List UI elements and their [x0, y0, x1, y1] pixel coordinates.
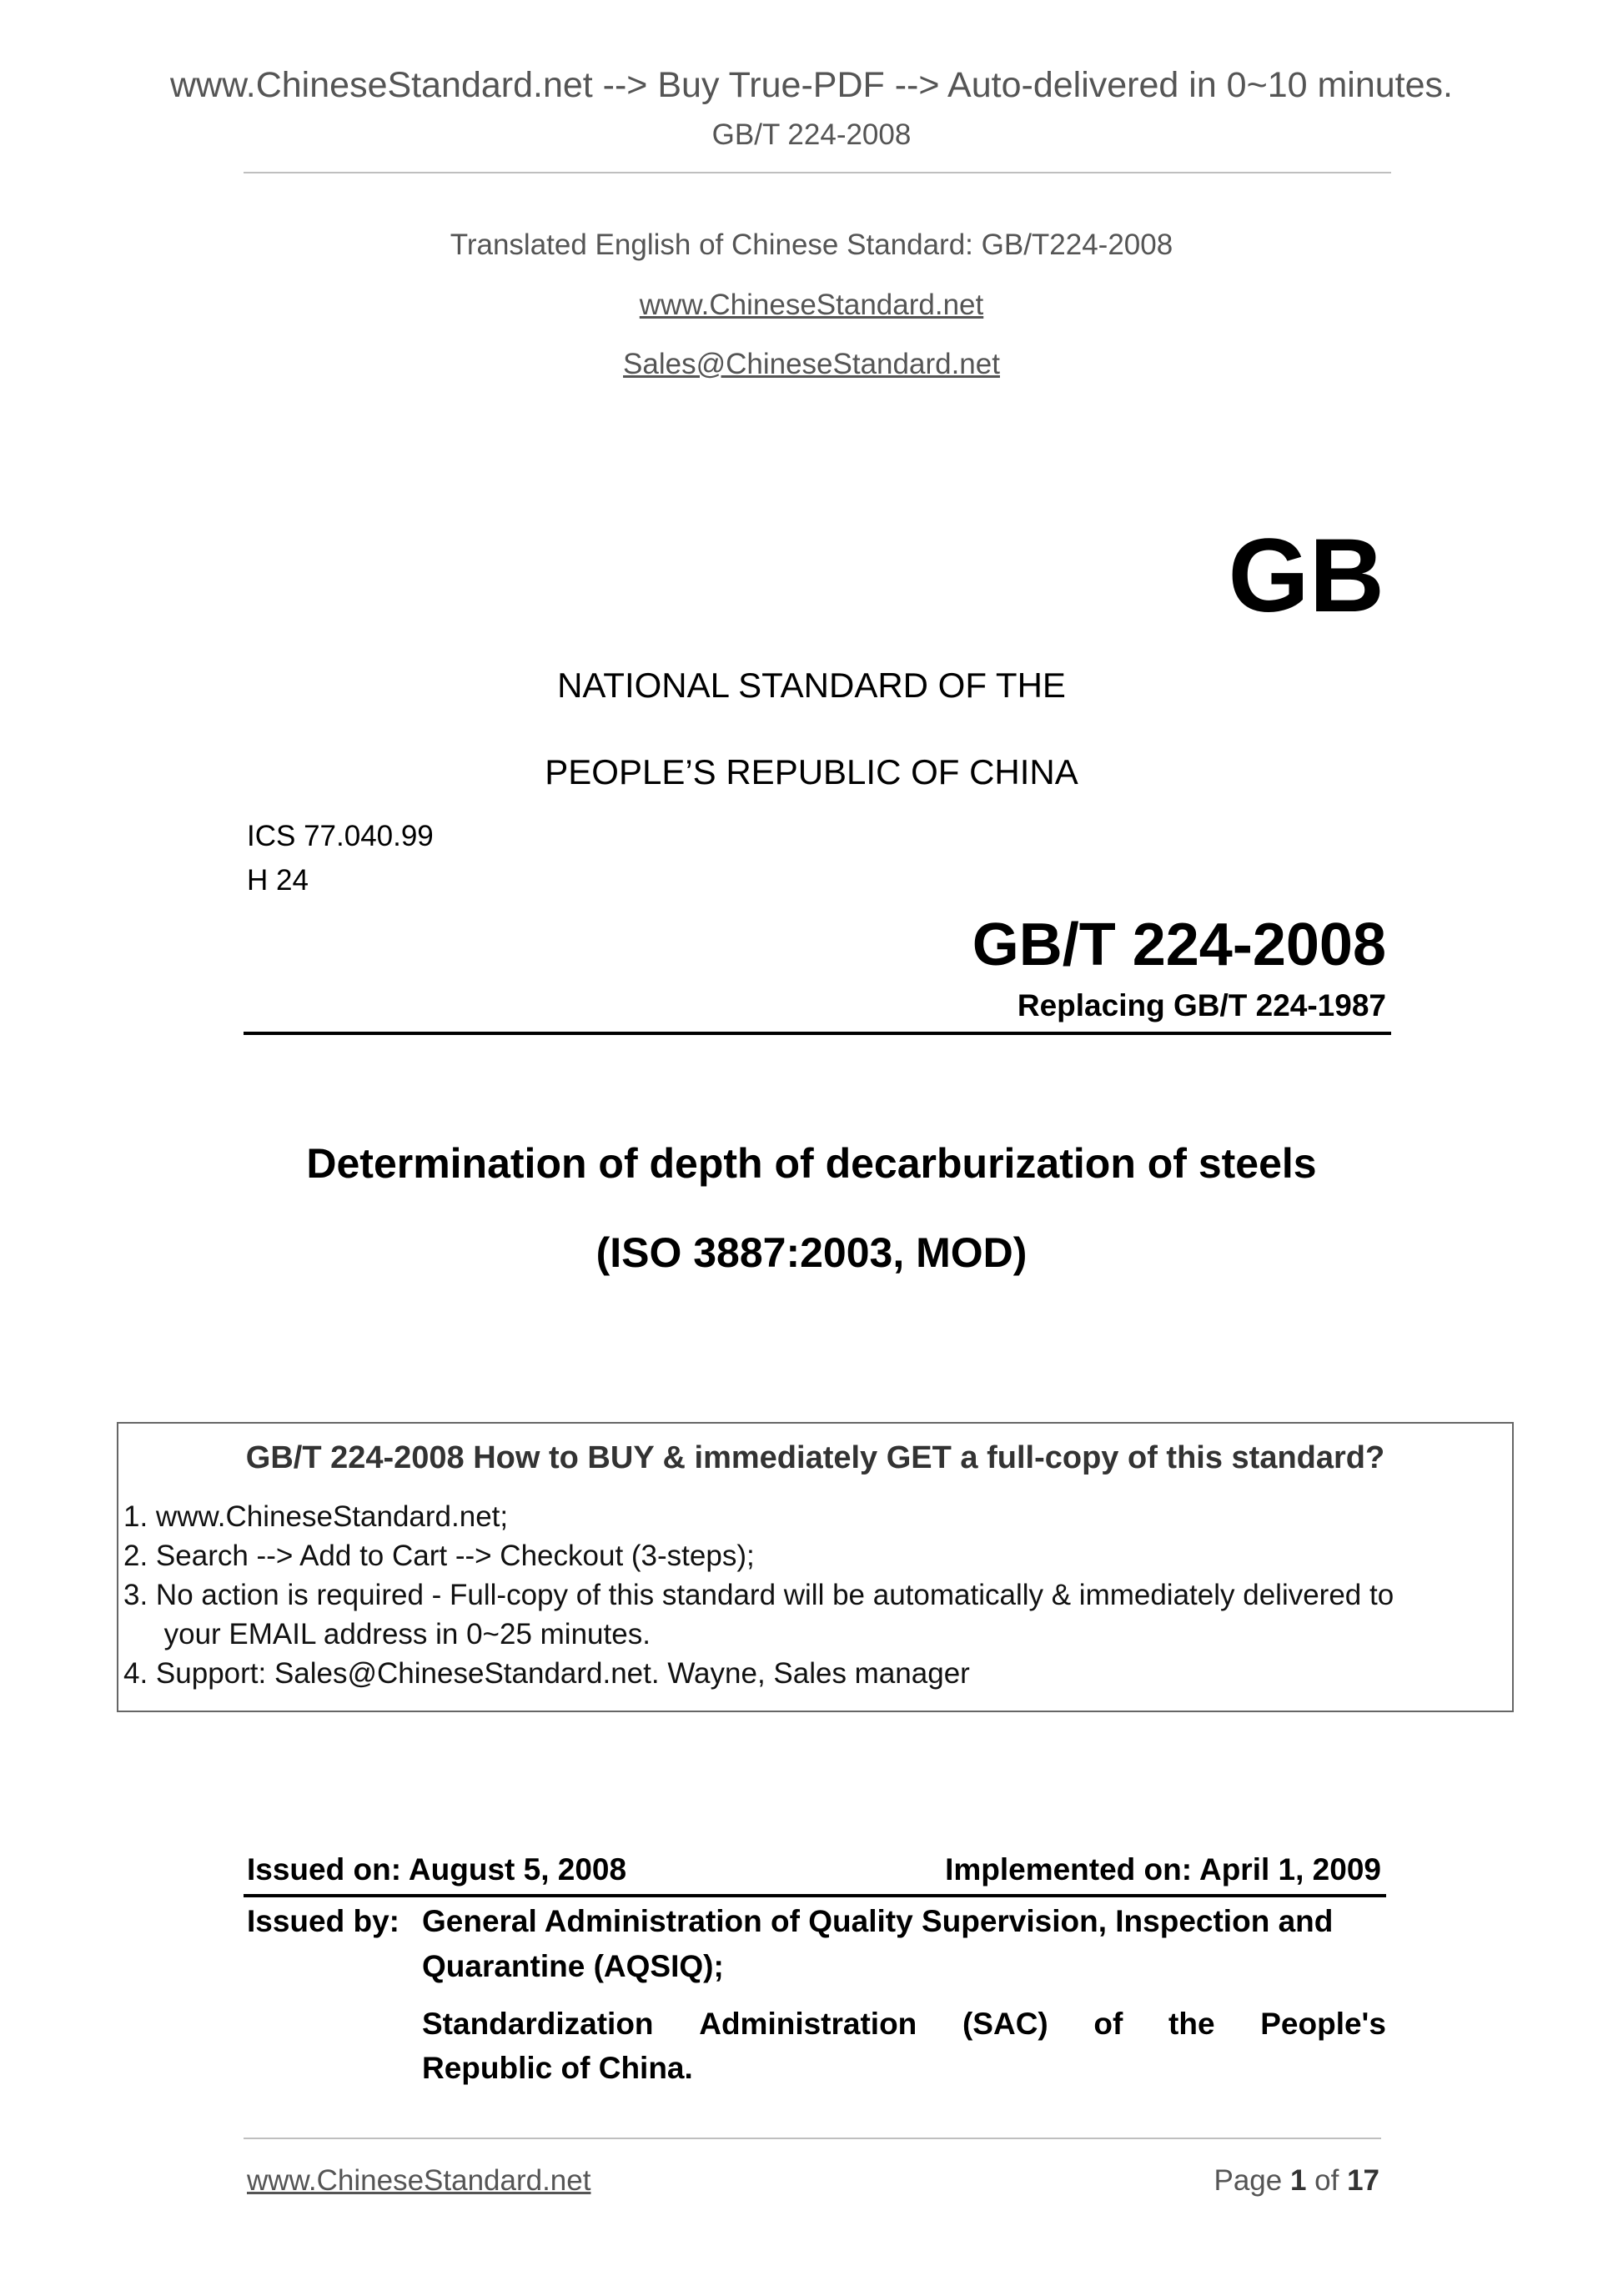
standard-number: GB/T 224-2008 [972, 912, 1386, 978]
page-current: 1 [1289, 2164, 1307, 2197]
top-banner: www.ChineseStandard.net --> Buy True-PDF --> Auto-delivered in 0~10 minutes. [169, 65, 1453, 105]
page-mid: of [1306, 2164, 1348, 2197]
purchase-step: 3. No action is required - Full-copy of this standard will be automatically & immediately delivered to [123, 1579, 1394, 1611]
issuer-2-word: People's [1260, 2007, 1386, 2041]
issuer-1-line-1: General Administration of Quality Supervision, Inspection and [422, 1904, 1334, 1938]
ics-code: ICS 77.040.99 [247, 820, 434, 852]
page-indicator [1084, 2164, 1379, 2198]
issued-on: Issued on: August 5, 2008 [247, 1852, 627, 1887]
page-prefix: Page [1213, 2164, 1290, 2197]
issuer-2-word: Standardization [422, 2007, 654, 2041]
document-title: Determination of depth of decarburization of steels [306, 1140, 1317, 1187]
translated-note: Translated English of Chinese Standard: GB/T224-2008 [450, 229, 1173, 261]
issuer-1-line-2: Quarantine (AQSIQ); [422, 1949, 724, 1983]
national-standard-line-2: PEOPLE’S REPUBLIC OF CHINA [545, 752, 1078, 791]
purchase-step: 2. Search --> Add to Cart --> Checkout (3-steps); [123, 1540, 755, 1572]
issue-divider [244, 1894, 1386, 1897]
footer-divider [244, 2138, 1381, 2139]
header-divider [244, 172, 1391, 173]
purchase-step-continued: your EMAIL address in 0~25 minutes. [123, 1618, 651, 1650]
issuer-2-word: of [1093, 2007, 1123, 2041]
site-link[interactable]: www.ChineseStandard.net [639, 289, 984, 321]
purchase-step: 4. Support: Sales@ChineseStandard.net. Wayne, Sales manager [123, 1657, 970, 1690]
page-total: 17 [1347, 2164, 1379, 2197]
replacing-note: Replacing GB/T 224-1987 [1017, 988, 1386, 1022]
header-standard-code: GB/T 224-2008 [711, 118, 912, 151]
footer-site-link[interactable]: www.ChineseStandard.net [247, 2164, 591, 2197]
issuer-2-word: the [1168, 2007, 1215, 2041]
gb-mark: GB [1228, 518, 1384, 634]
issuer-2-line-1 [422, 2007, 1386, 2042]
purchase-heading: GB/T 224-2008 How to BUY & immediately GET a full-copy of this standard? [245, 1440, 1385, 1475]
title-divider [244, 1032, 1391, 1035]
classification-code: H 24 [247, 864, 309, 897]
sales-email-link[interactable]: Sales@ChineseStandard.net [623, 348, 1000, 380]
issuer-2-line-2: Republic of China. [422, 2051, 693, 2085]
purchase-step: 1. www.ChineseStandard.net; [123, 1500, 509, 1533]
issued-by-label: Issued by: [247, 1904, 399, 1938]
issuer-2-word: Administration [699, 2007, 917, 2041]
national-standard-line-1: NATIONAL STANDARD OF THE [557, 666, 1066, 705]
implemented-on: Implemented on: April 1, 2009 [945, 1852, 1381, 1887]
document-subtitle: (ISO 3887:2003, MOD) [595, 1229, 1028, 1276]
issuer-2-word: (SAC) [962, 2007, 1048, 2041]
purchase-info-box [117, 1422, 1514, 1712]
